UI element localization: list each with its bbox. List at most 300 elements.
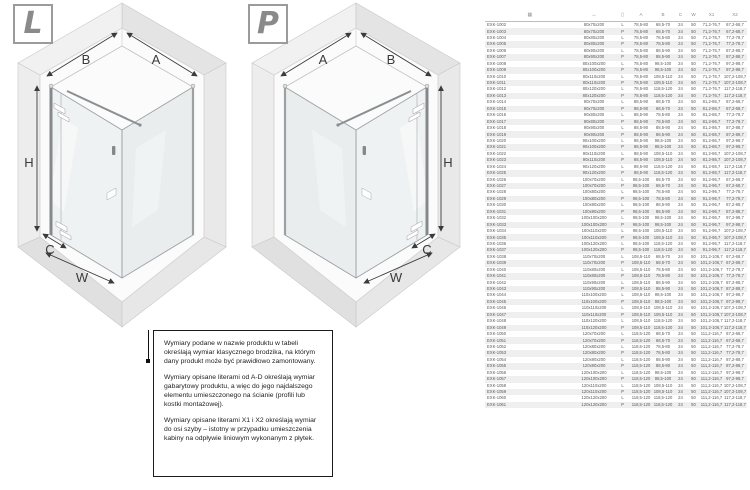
cell-x2: 97,2-98,7 bbox=[726, 61, 744, 66]
cell-w: 50 bbox=[691, 100, 696, 105]
cell-b: 108,5-110 bbox=[653, 306, 673, 311]
cell-dims: 100x110x200 bbox=[581, 235, 607, 240]
cell-a: 108,5-110 bbox=[631, 319, 651, 324]
badge-letter: P bbox=[257, 6, 279, 41]
cell-w: 50 bbox=[691, 344, 696, 349]
cell-a: 108,5-110 bbox=[631, 325, 651, 330]
dim-label-w: W bbox=[389, 270, 403, 285]
cell-side: L bbox=[621, 293, 624, 298]
cell-b: 118,5-120 bbox=[653, 248, 673, 253]
cell-side: L bbox=[621, 100, 624, 105]
cell-dims: 90x80x200 bbox=[583, 113, 605, 118]
cell-dims: 90x90x200 bbox=[583, 126, 605, 131]
cell-w: 50 bbox=[691, 299, 696, 304]
cell-code: EXK-1007 bbox=[487, 55, 507, 60]
cell-a: 108,5-110 bbox=[631, 299, 651, 304]
cell-a: 78,5-80 bbox=[633, 81, 649, 86]
dim-label-height: H bbox=[24, 155, 34, 170]
cell-c: 24 bbox=[678, 106, 683, 111]
cell-c: 24 bbox=[678, 138, 683, 143]
cell-side: P bbox=[621, 42, 624, 47]
cell-c: 24 bbox=[678, 402, 683, 407]
cell-c: 24 bbox=[678, 55, 683, 60]
cell-w: 50 bbox=[691, 267, 696, 272]
cell-w: 50 bbox=[691, 93, 696, 98]
cell-code: EXK-1023 bbox=[487, 158, 507, 163]
cell-side: P bbox=[621, 145, 624, 150]
cell-x1: 91,2-96,7 bbox=[702, 229, 721, 234]
cell-a: 78,5-80 bbox=[633, 23, 649, 28]
cell-code: EXK-1005 bbox=[487, 42, 507, 47]
cell-c: 24 bbox=[678, 145, 683, 150]
cell-b: 118,5-120 bbox=[653, 87, 673, 92]
cell-dims: 120x120x200 bbox=[581, 402, 607, 407]
cell-dims: 110x100x200 bbox=[581, 293, 607, 298]
cell-code: EXK-1051 bbox=[487, 338, 507, 343]
cell-c: 24 bbox=[678, 396, 683, 401]
cell-a: 78,5-80 bbox=[633, 74, 649, 79]
cell-c: 24 bbox=[678, 74, 683, 79]
cell-b: 88,5-90 bbox=[655, 126, 671, 131]
cell-dims: 90x110x200 bbox=[582, 151, 606, 156]
cell-side: P bbox=[621, 55, 624, 60]
cell-x2: 107,2-108,7 bbox=[723, 312, 747, 317]
cell-a: 78,5-80 bbox=[633, 61, 649, 66]
cell-code: EXK-1044 bbox=[487, 293, 507, 298]
cell-x2: 97,2-98,7 bbox=[726, 216, 744, 221]
cell-b: 98,5-100 bbox=[654, 138, 672, 143]
cell-b: 88,5-90 bbox=[655, 203, 671, 208]
cell-x2: 107,2-108,7 bbox=[723, 390, 747, 395]
cell-side: P bbox=[621, 364, 624, 369]
cell-dims: 120x80x200 bbox=[582, 344, 606, 349]
cell-a: 88,5-90 bbox=[633, 119, 649, 124]
col-header-a: A bbox=[639, 12, 643, 17]
cell-side: L bbox=[621, 61, 624, 66]
cell-x2: 77,2-78,7 bbox=[726, 35, 744, 40]
cell-side: P bbox=[621, 287, 624, 292]
cell-b: 98,5-100 bbox=[654, 61, 672, 66]
cell-x1: 81,2-86,7 bbox=[702, 119, 721, 124]
cell-code: EXK-1024 bbox=[487, 164, 507, 169]
cell-b: 78,5-80 bbox=[655, 42, 671, 47]
cell-dims: 80x120x200 bbox=[582, 93, 606, 98]
cell-side: L bbox=[621, 216, 624, 221]
cell-w: 50 bbox=[691, 312, 696, 317]
cell-a: 108,5-110 bbox=[631, 267, 651, 272]
cell-w: 50 bbox=[691, 280, 696, 285]
cell-b: 68,5-70 bbox=[655, 338, 671, 343]
cell-code: EXK-1057 bbox=[487, 377, 507, 382]
cell-w: 50 bbox=[691, 370, 696, 375]
cell-a: 98,5-100 bbox=[632, 177, 650, 182]
cell-code: EXK-1026 bbox=[487, 177, 507, 182]
cell-x2: 87,2-88,7 bbox=[726, 55, 744, 60]
cell-w: 50 bbox=[691, 184, 696, 189]
table-header-row bbox=[485, 8, 747, 22]
cell-dims: 120x70x200 bbox=[582, 338, 606, 343]
cell-x2: 67,2-68,7 bbox=[726, 261, 744, 266]
cell-side: L bbox=[621, 23, 624, 28]
cell-c: 24 bbox=[678, 390, 683, 395]
cell-code: EXK-1036 bbox=[487, 241, 507, 246]
cell-w: 50 bbox=[691, 74, 696, 79]
cell-code: EXK-1014 bbox=[487, 100, 507, 105]
cell-dims: 90x90x200 bbox=[583, 132, 605, 137]
cell-a: 118,5-120 bbox=[631, 357, 651, 362]
cell-code: EXK-1056 bbox=[487, 370, 507, 375]
cell-x1: 111,2-116,7 bbox=[700, 351, 723, 356]
cell-a: 108,5-110 bbox=[631, 254, 651, 259]
cell-side: L bbox=[621, 319, 624, 324]
cell-side: L bbox=[621, 229, 624, 234]
cell-b: 88,5-90 bbox=[655, 209, 671, 214]
cell-c: 24 bbox=[678, 222, 683, 227]
cell-x2: 117,2-118,7 bbox=[724, 87, 746, 92]
cell-c: 24 bbox=[678, 287, 683, 292]
cell-c: 24 bbox=[678, 293, 683, 298]
cell-side: L bbox=[621, 113, 624, 118]
cell-side: L bbox=[621, 396, 624, 401]
cell-dims: 100x90x200 bbox=[582, 203, 606, 208]
cell-side: P bbox=[621, 119, 624, 124]
cell-x1: 101,2-106,7 bbox=[700, 267, 723, 272]
cell-code: EXK-1021 bbox=[487, 145, 507, 150]
cell-b: 68,5-70 bbox=[655, 106, 671, 111]
cell-side: P bbox=[621, 68, 624, 73]
cell-a: 78,5-80 bbox=[633, 42, 649, 47]
cell-code: EXK-1043 bbox=[487, 287, 507, 292]
cell-dims: 100x70x200 bbox=[582, 184, 606, 189]
cell-b: 68,5-70 bbox=[655, 177, 671, 182]
cell-b: 88,5-90 bbox=[655, 357, 671, 362]
cell-dims: 110x70x200 bbox=[582, 254, 606, 259]
cell-c: 24 bbox=[678, 377, 683, 382]
cell-code: EXK-1050 bbox=[487, 332, 507, 337]
cell-c: 24 bbox=[678, 351, 683, 356]
diagram-left-variant bbox=[4, 0, 239, 332]
cell-b: 108,5-110 bbox=[653, 74, 673, 79]
cell-w: 50 bbox=[691, 35, 696, 40]
cell-dims: 110x70x200 bbox=[582, 261, 606, 266]
cell-b: 98,5-100 bbox=[654, 68, 672, 73]
dim-label-w: W bbox=[75, 270, 89, 285]
cell-dims: 80x120x200 bbox=[582, 87, 606, 92]
cell-x1: 91,2-96,7 bbox=[702, 248, 721, 253]
dim-label-top-left: A bbox=[318, 52, 328, 67]
cell-x1: 71,2-76,7 bbox=[702, 42, 721, 47]
cell-code: EXK-1053 bbox=[487, 351, 507, 356]
cell-w: 50 bbox=[691, 119, 696, 124]
cell-w: 50 bbox=[691, 222, 696, 227]
cell-b: 78,5-80 bbox=[655, 267, 671, 272]
cell-b: 118,5-120 bbox=[653, 325, 673, 330]
cell-code: EXK-1019 bbox=[487, 132, 507, 137]
cell-x2: 117,2-118,7 bbox=[724, 396, 746, 401]
cell-b: 88,5-90 bbox=[655, 132, 671, 137]
cell-b: 98,5-100 bbox=[654, 293, 672, 298]
cell-c: 24 bbox=[678, 184, 683, 189]
cell-c: 24 bbox=[678, 61, 683, 66]
cell-x1: 101,2-106,7 bbox=[700, 280, 723, 285]
cell-c: 24 bbox=[678, 299, 683, 304]
cell-x2: 77,2-78,7 bbox=[726, 190, 744, 195]
cell-c: 24 bbox=[678, 119, 683, 124]
cell-b: 78,5-80 bbox=[655, 274, 671, 279]
cell-a: 78,5-80 bbox=[633, 68, 649, 73]
cell-a: 118,5-120 bbox=[631, 332, 651, 337]
cell-x2: 67,2-68,7 bbox=[726, 106, 744, 111]
cell-x1: 81,2-86,7 bbox=[702, 100, 721, 105]
cell-dims: 80x80x200 bbox=[583, 35, 605, 40]
cell-code: EXK-1041 bbox=[487, 274, 507, 279]
cell-x1: 101,2-106,7 bbox=[700, 319, 723, 324]
cell-c: 24 bbox=[678, 158, 683, 163]
cell-dims: 80x100x200 bbox=[582, 68, 606, 73]
cell-a: 98,5-100 bbox=[632, 190, 650, 195]
cell-code: EXK-1055 bbox=[487, 364, 507, 369]
cell-dims: 80x110x200 bbox=[582, 74, 606, 79]
profile-cap bbox=[191, 84, 195, 88]
cell-dims: 120x80x200 bbox=[582, 351, 606, 356]
cell-a: 88,5-90 bbox=[633, 126, 649, 131]
cell-code: EXK-1042 bbox=[487, 280, 507, 285]
cell-a: 98,5-100 bbox=[632, 203, 650, 208]
cell-w: 50 bbox=[691, 402, 696, 407]
cell-b: 108,5-110 bbox=[653, 235, 673, 240]
cell-code: EXK-1061 bbox=[487, 402, 507, 407]
cell-x2: 107,2-108,7 bbox=[723, 81, 747, 86]
cell-x2: 97,2-98,7 bbox=[726, 68, 744, 73]
cell-b: 78,5-80 bbox=[655, 190, 671, 195]
cell-code: EXK-1034 bbox=[487, 229, 507, 234]
cell-x1: 111,2-116,7 bbox=[700, 402, 723, 407]
dim-label-top-right: B bbox=[386, 52, 396, 67]
cell-c: 24 bbox=[678, 267, 683, 272]
cell-a: 118,5-120 bbox=[631, 396, 651, 401]
door-side-icon: ▯ bbox=[621, 11, 624, 18]
cell-side: P bbox=[621, 106, 624, 111]
cell-c: 24 bbox=[678, 171, 683, 176]
cell-x1: 71,2-76,7 bbox=[702, 93, 721, 98]
cell-x1: 111,2-116,7 bbox=[700, 396, 723, 401]
cell-dims: 90x110x200 bbox=[582, 158, 606, 163]
product-code-icon: ▦ bbox=[527, 11, 533, 18]
cell-x1: 111,2-116,7 bbox=[700, 344, 723, 349]
cell-b: 118,5-120 bbox=[653, 171, 673, 176]
cell-c: 24 bbox=[678, 100, 683, 105]
cell-side: L bbox=[621, 383, 624, 388]
cell-w: 50 bbox=[691, 216, 696, 221]
cell-b: 78,5-80 bbox=[655, 344, 671, 349]
cell-x2: 107,2-108,7 bbox=[723, 158, 747, 163]
cell-a: 88,5-90 bbox=[633, 100, 649, 105]
cell-a: 98,5-100 bbox=[632, 229, 650, 234]
cell-side: P bbox=[621, 29, 624, 34]
cell-dims: 80x70x200 bbox=[583, 29, 605, 34]
cell-w: 50 bbox=[691, 306, 696, 311]
cell-dims: 100x80x200 bbox=[582, 196, 606, 201]
cell-c: 24 bbox=[678, 280, 683, 285]
cell-x1: 71,2-76,7 bbox=[702, 74, 721, 79]
cell-code: EXK-1022 bbox=[487, 151, 507, 156]
cell-w: 50 bbox=[691, 241, 696, 246]
cell-x1: 101,2-106,7 bbox=[700, 293, 723, 298]
cell-c: 24 bbox=[678, 254, 683, 259]
cell-side: L bbox=[621, 48, 624, 53]
cell-c: 24 bbox=[678, 177, 683, 182]
cell-code: EXK-1002 bbox=[487, 23, 507, 28]
cell-b: 78,5-80 bbox=[655, 119, 671, 124]
cell-side: L bbox=[621, 357, 624, 362]
cell-a: 108,5-110 bbox=[631, 261, 651, 266]
cell-side: L bbox=[621, 370, 624, 375]
cell-w: 50 bbox=[691, 203, 696, 208]
cell-b: 68,5-70 bbox=[655, 23, 671, 28]
cell-a: 118,5-120 bbox=[631, 377, 651, 382]
cell-x2: 67,2-68,7 bbox=[726, 177, 744, 182]
cell-side: P bbox=[621, 338, 624, 343]
cell-x1: 81,2-86,7 bbox=[702, 171, 721, 176]
cell-dims: 110x110x200 bbox=[581, 306, 607, 311]
cell-c: 24 bbox=[678, 196, 683, 201]
cell-x1: 81,2-86,7 bbox=[702, 126, 721, 131]
col-header-c: C bbox=[678, 12, 683, 17]
cell-a: 118,5-120 bbox=[631, 370, 651, 375]
dim-label-top-left: B bbox=[81, 52, 91, 67]
cell-w: 50 bbox=[691, 229, 696, 234]
cell-x2: 117,2-118,7 bbox=[724, 402, 746, 407]
cell-c: 24 bbox=[678, 164, 683, 169]
cell-c: 24 bbox=[678, 383, 683, 388]
cell-a: 108,5-110 bbox=[631, 287, 651, 292]
cell-code: EXK-1028 bbox=[487, 190, 507, 195]
cell-x1: 81,2-86,7 bbox=[702, 158, 721, 163]
cell-w: 50 bbox=[691, 177, 696, 182]
cell-dims: 120x90x200 bbox=[582, 357, 606, 362]
cell-dims: 110x120x200 bbox=[581, 325, 607, 330]
cell-x2: 117,2-118,7 bbox=[724, 325, 746, 330]
cell-x1: 111,2-116,7 bbox=[700, 364, 723, 369]
cell-a: 88,5-90 bbox=[633, 158, 649, 163]
cell-x1: 91,2-96,7 bbox=[702, 241, 721, 246]
cell-c: 24 bbox=[678, 338, 683, 343]
cell-a: 88,5-90 bbox=[633, 164, 649, 169]
cell-c: 24 bbox=[678, 203, 683, 208]
cell-side: P bbox=[621, 312, 624, 317]
cell-w: 50 bbox=[691, 248, 696, 253]
cell-a: 108,5-110 bbox=[631, 280, 651, 285]
cell-w: 50 bbox=[691, 196, 696, 201]
cell-x1: 91,2-96,7 bbox=[702, 184, 721, 189]
cell-x2: 107,2-108,7 bbox=[723, 235, 747, 240]
cell-w: 50 bbox=[691, 132, 696, 137]
cell-w: 50 bbox=[691, 48, 696, 53]
cell-c: 24 bbox=[678, 364, 683, 369]
cell-x2: 87,2-88,7 bbox=[726, 280, 744, 285]
cell-code: EXK-1032 bbox=[487, 216, 507, 221]
cell-x1: 81,2-86,7 bbox=[702, 113, 721, 118]
cell-c: 24 bbox=[678, 261, 683, 266]
dim-label-top-right: A bbox=[151, 52, 161, 67]
cell-x1: 71,2-76,7 bbox=[702, 61, 721, 66]
cell-dims: 120x90x200 bbox=[582, 364, 606, 369]
cell-x1: 91,2-96,7 bbox=[702, 222, 721, 227]
cell-x1: 71,2-76,7 bbox=[702, 23, 721, 28]
cell-b: 118,5-120 bbox=[653, 164, 673, 169]
cell-x2: 97,2-98,7 bbox=[726, 293, 744, 298]
cell-w: 50 bbox=[691, 274, 696, 279]
cell-a: 118,5-120 bbox=[631, 351, 651, 356]
cell-x1: 111,2-116,7 bbox=[700, 390, 723, 395]
cell-side: L bbox=[621, 138, 624, 143]
cell-x2: 107,2-108,7 bbox=[723, 383, 747, 388]
cell-w: 50 bbox=[691, 364, 696, 369]
cell-a: 78,5-80 bbox=[633, 29, 649, 34]
cell-side: L bbox=[621, 126, 624, 131]
cell-w: 50 bbox=[691, 138, 696, 143]
cell-x2: 67,2-68,7 bbox=[726, 254, 744, 259]
dimension-note-box bbox=[153, 330, 333, 477]
cell-x2: 77,2-78,7 bbox=[726, 267, 744, 272]
cell-a: 108,5-110 bbox=[631, 312, 651, 317]
cell-w: 50 bbox=[691, 390, 696, 395]
cell-w: 50 bbox=[691, 164, 696, 169]
cell-code: EXK-1017 bbox=[487, 119, 507, 124]
cell-w: 50 bbox=[691, 171, 696, 176]
dimensions-ruler-icon: ↔ bbox=[591, 11, 597, 18]
cell-w: 50 bbox=[691, 151, 696, 156]
cell-code: EXK-1015 bbox=[487, 106, 507, 111]
cell-x2: 87,2-88,7 bbox=[726, 209, 744, 214]
cell-a: 118,5-120 bbox=[631, 383, 651, 388]
cell-a: 88,5-90 bbox=[633, 113, 649, 118]
cell-x1: 71,2-76,7 bbox=[702, 55, 721, 60]
cell-b: 108,5-110 bbox=[653, 158, 673, 163]
cell-b: 118,5-120 bbox=[653, 402, 673, 407]
cell-side: P bbox=[621, 196, 624, 201]
cell-dims: 120x110x200 bbox=[581, 390, 607, 395]
product-spec-table bbox=[485, 8, 747, 408]
cell-w: 50 bbox=[691, 261, 696, 266]
cell-side: P bbox=[621, 93, 624, 98]
cell-side: P bbox=[621, 235, 624, 240]
cell-a: 88,5-90 bbox=[633, 145, 649, 150]
cell-x1: 91,2-96,7 bbox=[702, 190, 721, 195]
cell-x1: 101,2-106,7 bbox=[700, 299, 723, 304]
cell-side: L bbox=[621, 241, 624, 246]
cell-side: P bbox=[621, 132, 624, 137]
cell-side: L bbox=[621, 344, 624, 349]
cell-x1: 81,2-86,7 bbox=[702, 164, 721, 169]
cell-side: P bbox=[621, 325, 624, 330]
cell-w: 50 bbox=[691, 145, 696, 150]
cell-a: 98,5-100 bbox=[632, 216, 650, 221]
cell-code: EXK-1011 bbox=[487, 81, 506, 86]
cell-side: P bbox=[621, 299, 624, 304]
cell-dims: 100x100x200 bbox=[581, 222, 607, 227]
cell-dims: 100x120x200 bbox=[581, 241, 607, 246]
cell-c: 24 bbox=[678, 29, 683, 34]
cell-w: 50 bbox=[691, 81, 696, 86]
cell-side: P bbox=[621, 184, 624, 189]
cell-x1: 111,2-116,7 bbox=[700, 338, 723, 343]
cell-dims: 90x70x200 bbox=[583, 106, 605, 111]
cell-code: EXK-1020 bbox=[487, 138, 507, 143]
profile-cap bbox=[49, 84, 53, 88]
cell-a: 98,5-100 bbox=[632, 196, 650, 201]
cell-x2: 97,2-98,7 bbox=[726, 145, 744, 150]
